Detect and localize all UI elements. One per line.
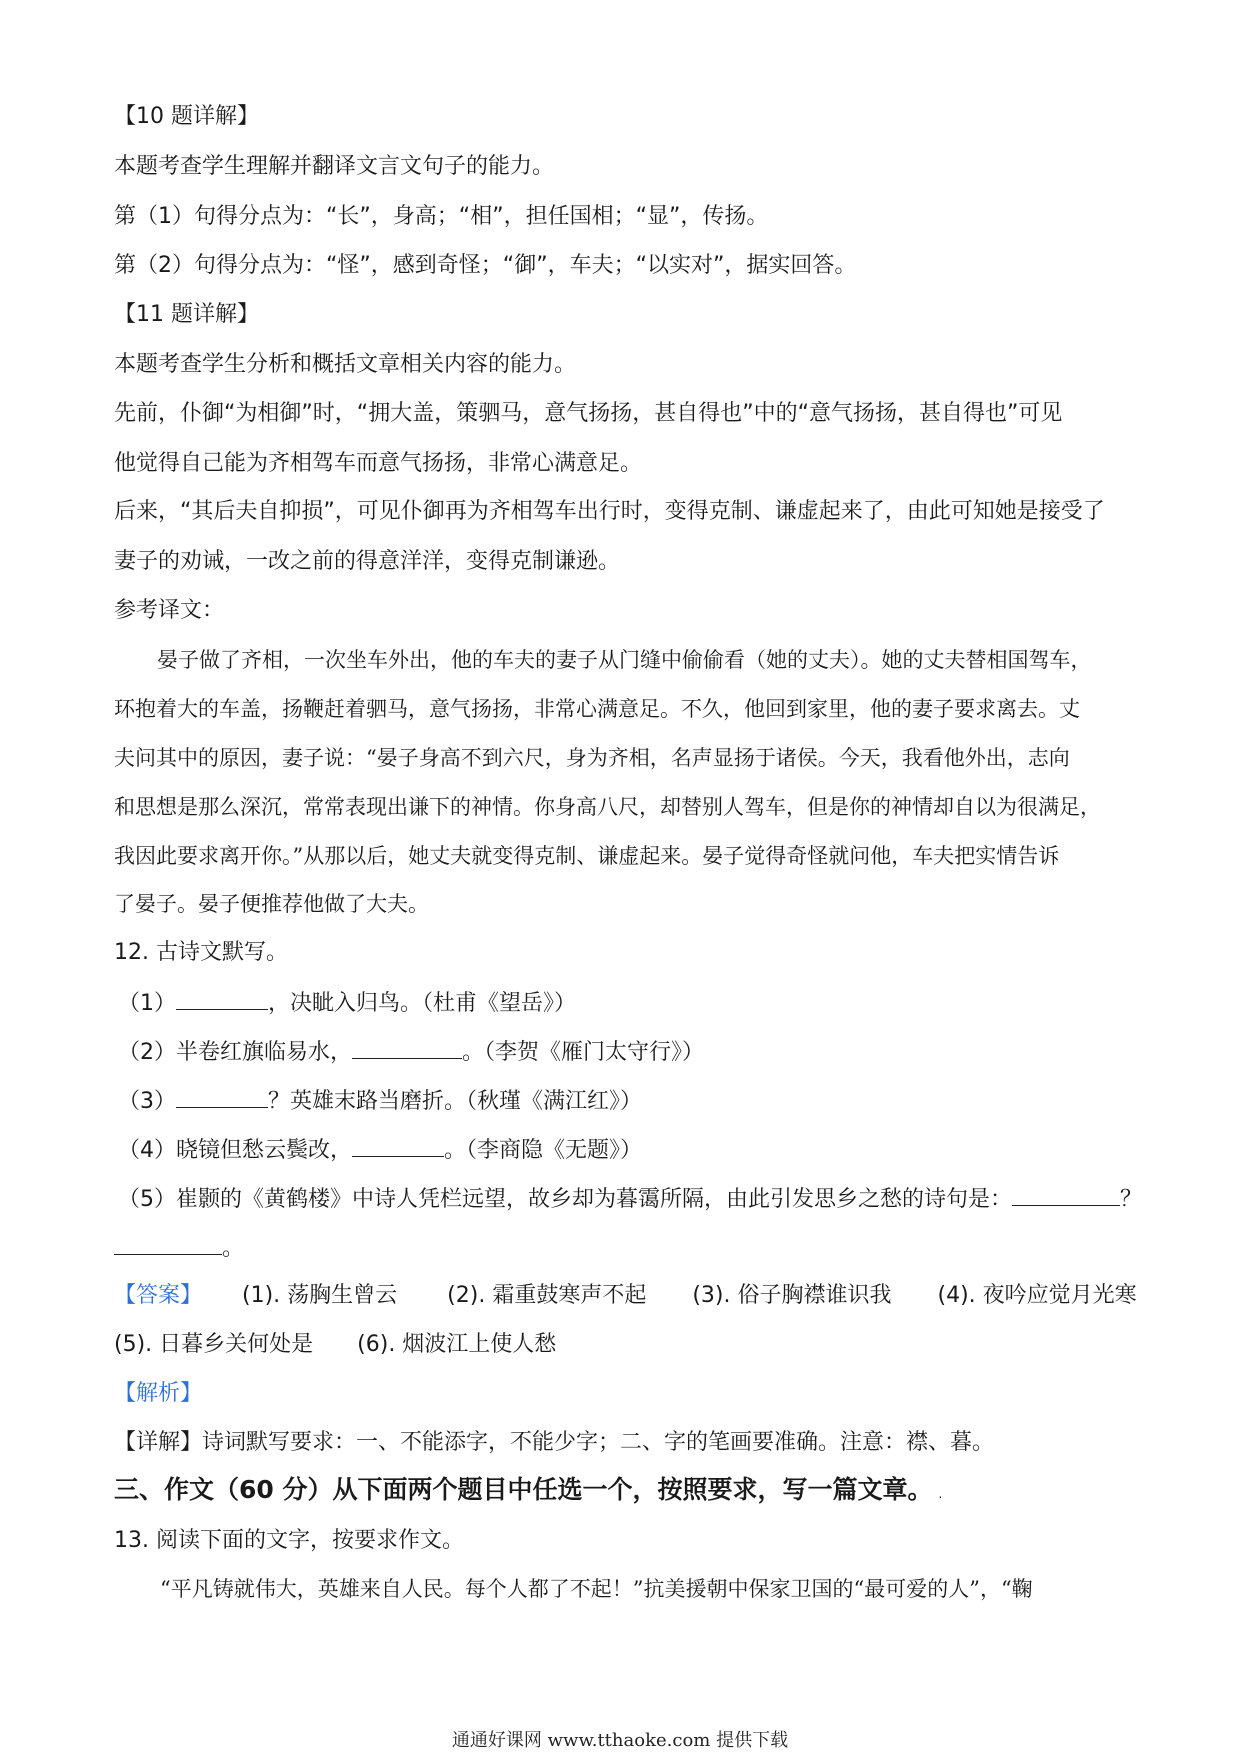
q11-para1-line1: 先前，仆御“为相御”时，“拥大盖，策驷马，意气扬扬，甚自得也”中的“意气扬扬，甚自得也”可见 xyxy=(114,401,1063,426)
q12-item-3 xyxy=(118,1085,642,1117)
translation-line-1: 晏子做了齐相，一次坐车外出，他的车夫的妻子从门缝中偷偷看（她的丈夫）。她的丈夫替相国驾车， xyxy=(157,648,1092,672)
answer-blank xyxy=(114,1232,222,1255)
answer-blank xyxy=(352,1036,462,1059)
q10-point-2: 第（2）句得分点为：“怪”，感到奇怪；“御”，车夫；“以实对”，据实回答。 xyxy=(114,253,857,278)
reference-translation-label: 参考译文： xyxy=(114,598,225,623)
answer-row-2 xyxy=(114,1330,556,1360)
answer-blank xyxy=(1012,1183,1120,1206)
item-text: ，决眦入归鸟。（杜甫《望岳》） xyxy=(268,991,577,1016)
detail-explanation: 【详解】诗词默写要求：一、不能添字，不能少字；二、字的笔画要准确。注意：襟、暮。 xyxy=(114,1430,995,1455)
q10-intro: 本题考查学生理解并翻译文言文句子的能力。 xyxy=(114,154,555,179)
translation-line-3: 夫问其中的原因，妻子说：“晏子身高不到六尺，身为齐相，名声显扬于诸侯。今天，我看他外出，志向 xyxy=(114,746,1070,770)
analysis-label: 【解析】 xyxy=(114,1381,203,1406)
section-3-heading xyxy=(114,1475,942,1509)
item-text: 。（李贺《雁门太守行》） xyxy=(462,1040,705,1065)
q10-heading: 【10 题详解】 xyxy=(114,104,259,129)
answer-2: (2). 霜重鼓寒声不起 xyxy=(447,1283,647,1308)
q12-item-1 xyxy=(118,987,576,1019)
answer-blank xyxy=(352,1134,444,1157)
section-3-heading-text: 三、作文（60 分）从下面两个题目中任选一个，按照要求，写一篇文章。 xyxy=(114,1475,933,1504)
q12-title: 12. 古诗文默写。 xyxy=(114,940,288,965)
answer-6: (6). 烟波江上使人愁 xyxy=(357,1332,557,1357)
answer-5: (5). 日暮乡关何处是 xyxy=(114,1332,314,1357)
translation-line-6: 了晏子。晏子便推荐他做了大夫。 xyxy=(114,892,429,916)
item-number: （1） xyxy=(118,991,176,1016)
question-mark: ？ xyxy=(1120,1187,1143,1212)
answer-1: (1). 荡胸生曾云 xyxy=(242,1283,398,1308)
answer-4: (4). 夜吟应觉月光寒 xyxy=(937,1283,1137,1308)
answer-row-1 xyxy=(114,1281,1137,1311)
q11-para2-line2: 妻子的劝诫，一改之前的得意洋洋，变得克制谦逊。 xyxy=(114,549,621,574)
translation-line-4: 和思想是那么深沉，常常表现出谦下的神情。你身高八尺，却替别人驾车，但是你的神情却自以为很满足， xyxy=(114,795,1101,819)
translation-line-2: 环抱着大的车盖，扬鞭赶着驷马，意气扬扬，非常心满意足。不久，他回到家里，他的妻子要求离去。丈 xyxy=(114,697,1080,721)
q11-intro: 本题考查学生分析和概括文章相关内容的能力。 xyxy=(114,352,577,377)
item-text-pre: 半卷红旗临易水， xyxy=(176,1040,353,1065)
item-text: ？英雄末路当磨折。（秋瑾《满江红》） xyxy=(268,1089,643,1114)
section-3-heading-dot: . xyxy=(938,1487,943,1501)
item-number: （4） xyxy=(118,1138,176,1163)
item-text: 。（李商隐《无题》） xyxy=(444,1138,643,1163)
q12-item-5-line2 xyxy=(114,1232,244,1264)
answer-label: 【答案】 xyxy=(114,1283,203,1308)
q11-para1-line2: 他觉得自己能为齐相驾车而意气扬扬，非常心满意足。 xyxy=(114,451,643,476)
item-text: （5）崔颢的《黄鹤楼》中诗人凭栏远望，故乡却为暮霭所隔，由此引发思乡之愁的诗句是： xyxy=(118,1187,1013,1212)
q12-item-2 xyxy=(118,1036,704,1068)
item-number: （3） xyxy=(118,1089,176,1114)
q13-prompt-text: “平凡铸就伟大，英雄来自人民。每个人都了不起！”抗美援朝中保家卫国的“最可爱的人”，“鞠 xyxy=(160,1577,1033,1601)
q10-point-1: 第（1）句得分点为：“长”，身高；“相”，担任国相；“显”，传扬。 xyxy=(114,204,769,229)
translation-line-5: 我因此要求离开你。”从那以后，她丈夫就变得克制、谦虚起来。晏子觉得奇怪就问他，车夫把实情告诉 xyxy=(114,844,1060,868)
page-footer: 通通好课网 www.tthaoke.com 提供下载 xyxy=(451,1730,789,1751)
q12-item-4 xyxy=(118,1134,642,1166)
answer-blank xyxy=(176,987,268,1010)
item-number: （2） xyxy=(118,1040,176,1065)
q11-heading: 【11 题详解】 xyxy=(114,302,259,327)
q13-title: 13. 阅读下面的文字，按要求作文。 xyxy=(114,1528,464,1553)
q11-para2-line1: 后来，“其后夫自抑损”，可见仆御再为齐相驾车出行时，变得克制、谦虚起来了，由此可知她是接受了 xyxy=(114,499,1105,524)
answer-3: (3). 俗子胸襟谁识我 xyxy=(692,1283,892,1308)
answer-blank xyxy=(176,1085,268,1108)
q12-item-5-line1 xyxy=(118,1183,1142,1215)
item-text-pre: 晓镜但愁云鬓改， xyxy=(176,1138,353,1163)
period: 。 xyxy=(222,1236,245,1261)
